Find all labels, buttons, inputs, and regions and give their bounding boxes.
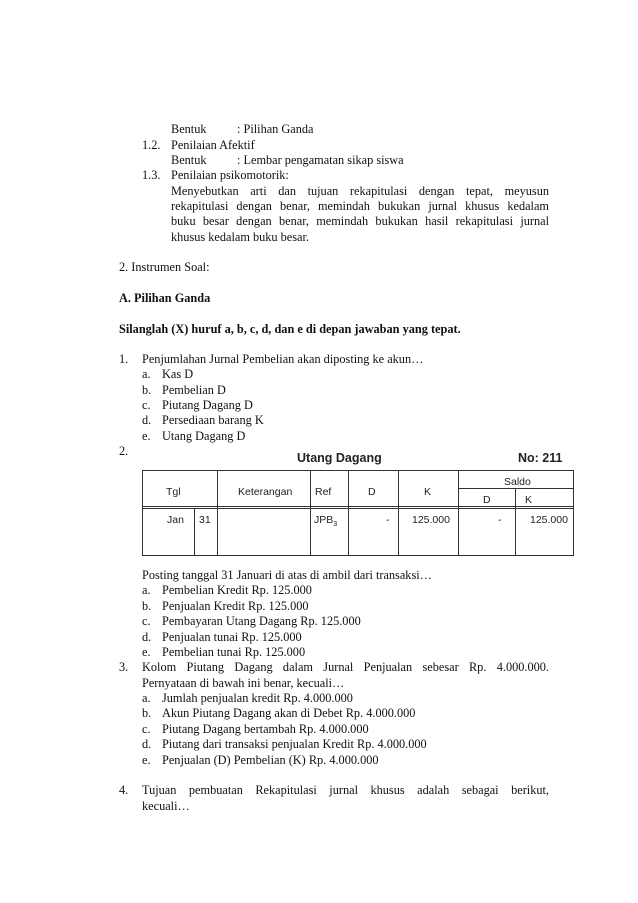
q2-option-b-text[interactable]: Penjualan Kredit Rp. 125.000 [162, 599, 309, 613]
header-k: K [424, 486, 432, 498]
section-a-heading: A. Pilihan Ganda [119, 291, 211, 305]
q3-option-e-letter: e. [142, 753, 151, 767]
q1-option-b-letter: b. [142, 383, 152, 397]
item-1-3-text: Penilaian psikomotorik: [171, 168, 289, 182]
q1-option-a-text[interactable]: Kas D [162, 367, 194, 381]
q3-option-c-letter: c. [142, 722, 151, 736]
q3-text-line-1: Kolom Piutang Dagang dalam Jurnal Penjualan sebesar Rp. 4.000.000. [142, 660, 549, 674]
q3-option-a-letter: a. [142, 691, 151, 705]
q1-number: 1. [119, 352, 129, 366]
section-2-heading: 2. Instrumen Soal: [119, 260, 210, 274]
row-saldo-kredit: 125.000 [530, 514, 568, 526]
q2-option-c-letter: c. [142, 614, 151, 628]
header-saldo-k: K [525, 494, 533, 506]
row-month: Jan [167, 514, 184, 526]
item-1-2-number: 1.2. [142, 138, 161, 152]
q3-option-a-text[interactable]: Jumlah penjualan kredit Rp. 4.000.000 [162, 691, 353, 705]
bentuk-label-2: Bentuk [171, 153, 207, 167]
item-1-3-number: 1.3. [142, 168, 161, 182]
header-ref: Ref [315, 486, 332, 498]
q2-number: 2. [119, 444, 129, 458]
q1-option-d-text[interactable]: Persediaan barang K [162, 413, 264, 427]
q3-option-c-text[interactable]: Piutang Dagang bertambah Rp. 4.000.000 [162, 722, 369, 736]
row-kredit: 125.000 [412, 514, 450, 526]
q2-option-e-text[interactable]: Pembelian tunai Rp. 125.000 [162, 645, 306, 659]
psikomotorik-line-2: rekapitulasi dengan benar, memindah bukukan jurnal khusus kedalam [171, 199, 549, 213]
ledger-title: Utang Dagang [297, 451, 382, 465]
psikomotorik-line-1: Menyebutkan arti dan tujuan rekapitulasi dengan tepat, meyusun [171, 184, 549, 198]
row-saldo-debit: - [498, 514, 502, 526]
q2-option-b-letter: b. [142, 599, 152, 613]
q3-option-b-letter: b. [142, 706, 152, 720]
q2-option-a-text[interactable]: Pembelian Kredit Rp. 125.000 [162, 583, 312, 597]
q2-option-c-text[interactable]: Pembayaran Utang Dagang Rp. 125.000 [162, 614, 361, 628]
q3-number: 3. [119, 660, 129, 674]
q2-option-d-letter: d. [142, 630, 152, 644]
q3-option-b-text[interactable]: Akun Piutang Dagang akan di Debet Rp. 4.000.000 [162, 706, 416, 720]
header-saldo: Saldo [504, 476, 531, 488]
q2-text: Posting tanggal 31 Januari di atas di ambil dari transaksi… [142, 568, 432, 582]
q4-text-line-2: kecuali… [142, 799, 190, 813]
q2-option-a-letter: a. [142, 583, 151, 597]
q1-option-d-letter: d. [142, 413, 152, 427]
q1-option-c-letter: c. [142, 398, 151, 412]
bentuk-value-1: : Pilihan Ganda [237, 122, 314, 136]
q1-text: Penjumlahan Jurnal Pembelian akan diposting ke akun… [142, 352, 424, 366]
row-ref: $JPB_3$ [314, 514, 338, 529]
header-tgl: Tgl [166, 486, 181, 498]
q3-text-line-2: Pernyataan di bawah ini benar, kecuali… [142, 676, 345, 690]
ledger-table-utang-dagang [142, 446, 574, 556]
q1-option-a-letter: a. [142, 367, 151, 381]
q3-option-d-letter: d. [142, 737, 152, 751]
ledger-grid [142, 446, 574, 556]
q2-option-e-letter: e. [142, 645, 151, 659]
bentuk-label-1: Bentuk [171, 122, 207, 136]
item-1-2-text: Penilaian Afektif [171, 138, 255, 152]
q1-option-e-letter: e. [142, 429, 151, 443]
q4-number: 4. [119, 783, 129, 797]
q3-option-d-text[interactable]: Piutang dari transaksi penjualan Kredit Rp. 4.000.000 [162, 737, 427, 751]
header-keterangan: Keterangan [238, 486, 293, 498]
psikomotorik-line-4: khusus kedalam buku besar. [171, 230, 309, 244]
q1-option-e-text[interactable]: Utang Dagang D [162, 429, 246, 443]
q3-option-e-text[interactable]: Penjualan (D) Pembelian (K) Rp. 4.000.000 [162, 753, 379, 767]
q1-option-c-text[interactable]: Piutang Dagang D [162, 398, 253, 412]
header-d: D [368, 486, 376, 498]
q2-option-d-text[interactable]: Penjualan tunai Rp. 125.000 [162, 630, 302, 644]
header-saldo-d: D [483, 494, 491, 506]
q4-text-line-1: Tujuan pembuatan Rekapitulasi jurnal khusus adalah sebagai berikut, [142, 783, 549, 797]
row-day: 31 [199, 514, 211, 526]
row-debit: - [386, 514, 390, 526]
psikomotorik-line-3: buku besar dengan benar, memindah bukukan hasil rekapitulasi jurnal [171, 214, 549, 228]
bentuk-value-2: : Lembar pengamatan sikap siswa [237, 153, 404, 167]
ledger-account-number: No: 211 [518, 451, 563, 465]
q1-option-b-text[interactable]: Pembelian D [162, 383, 226, 397]
instruction-text: Silanglah (X) huruf a, b, c, d, dan e di depan jawaban yang tepat. [119, 322, 461, 336]
